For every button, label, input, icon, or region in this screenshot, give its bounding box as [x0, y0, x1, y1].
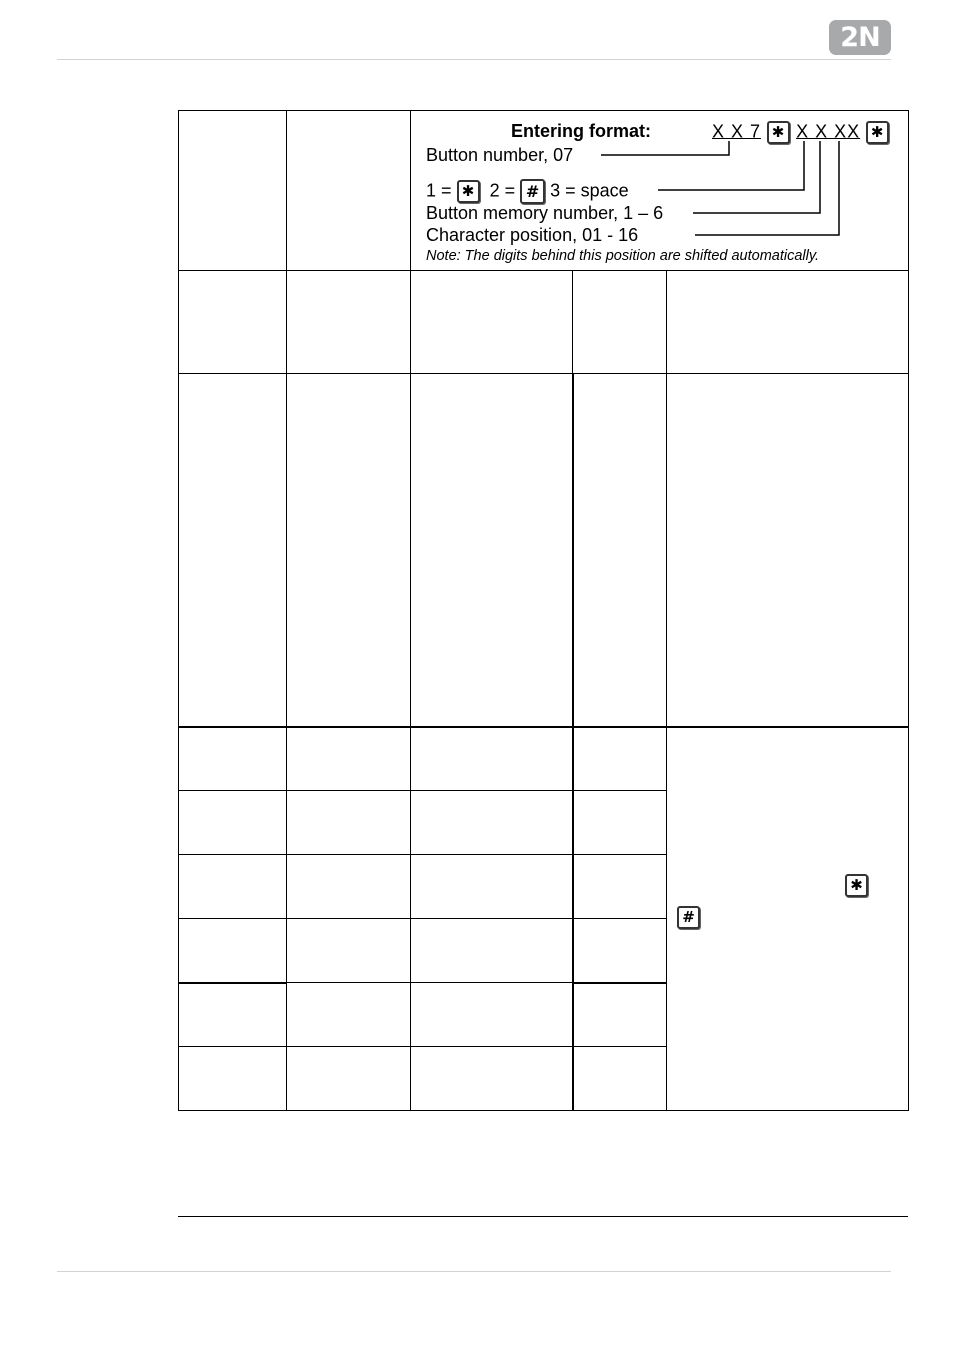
- parameter-table: [178, 110, 909, 1111]
- table-cell: [179, 791, 287, 855]
- table-cell: [573, 271, 667, 374]
- hash-key-icon: #: [520, 179, 545, 204]
- table-cell: [179, 919, 287, 983]
- table-cell: [287, 855, 411, 919]
- table-cell: [411, 855, 573, 919]
- table-cell: [287, 727, 411, 791]
- table-cell: [573, 374, 667, 727]
- brand-logo: 2N: [829, 20, 891, 55]
- table-row: [179, 374, 909, 727]
- table-cell: [179, 855, 287, 919]
- table-row: [179, 271, 909, 374]
- table-cell: [411, 791, 573, 855]
- table-cell: [573, 791, 667, 855]
- table-cell: [411, 1047, 573, 1111]
- table-cell: [573, 983, 667, 1047]
- footer-rule: [178, 1216, 908, 1217]
- table-cell: [287, 271, 411, 374]
- merged-note-cell: [667, 727, 909, 1111]
- table-cell: [179, 374, 287, 727]
- table-row: [179, 727, 909, 791]
- format-line-button-number: Button number, 07: [426, 145, 574, 165]
- table-cell: [287, 791, 411, 855]
- table-cell: [179, 271, 287, 374]
- table-cell: [573, 727, 667, 791]
- table-cell: [179, 111, 287, 271]
- table-cell: [573, 919, 667, 983]
- header-divider: [57, 59, 891, 60]
- table-cell: [287, 111, 411, 271]
- table-cell: [667, 271, 909, 374]
- table-cell: [287, 983, 411, 1047]
- format-line-symbols: 1 = ✱ 2 = # 3 = space: [426, 179, 629, 204]
- format-title: Entering format:: [511, 121, 652, 141]
- format-note: Note: The digits behind this position are shifted automatically.: [426, 248, 820, 264]
- table-cell: [411, 727, 573, 791]
- table-cell: [179, 1047, 287, 1111]
- table-cell: [667, 374, 909, 727]
- star-key-icon: ✱: [767, 121, 790, 144]
- format-line-memory: Button memory number, 1 – 6: [426, 203, 664, 223]
- table-cell: [573, 1047, 667, 1111]
- table-row: [179, 111, 909, 271]
- table-cell: [411, 983, 573, 1047]
- format-line-position: Character position, 01 - 16: [426, 225, 639, 245]
- table-cell: [411, 919, 573, 983]
- star-key-icon: ✱: [866, 121, 889, 144]
- table-cell: [179, 727, 287, 791]
- star-key-icon: ✱: [457, 180, 480, 203]
- format-code: X X 7 ✱ X X XX ✱: [712, 121, 889, 144]
- table-cell: [411, 374, 573, 727]
- hash-key-icon: #: [677, 906, 700, 929]
- table-cell: [573, 855, 667, 919]
- footer-divider: [57, 1271, 891, 1272]
- table-cell: [287, 1047, 411, 1111]
- leader-lines: [411, 111, 907, 270]
- star-key-icon: ✱: [845, 874, 868, 897]
- table-cell: [287, 919, 411, 983]
- table-cell: [411, 271, 573, 374]
- entering-format-cell: [411, 111, 909, 271]
- table-cell: [179, 983, 287, 1047]
- table-cell: [287, 374, 411, 727]
